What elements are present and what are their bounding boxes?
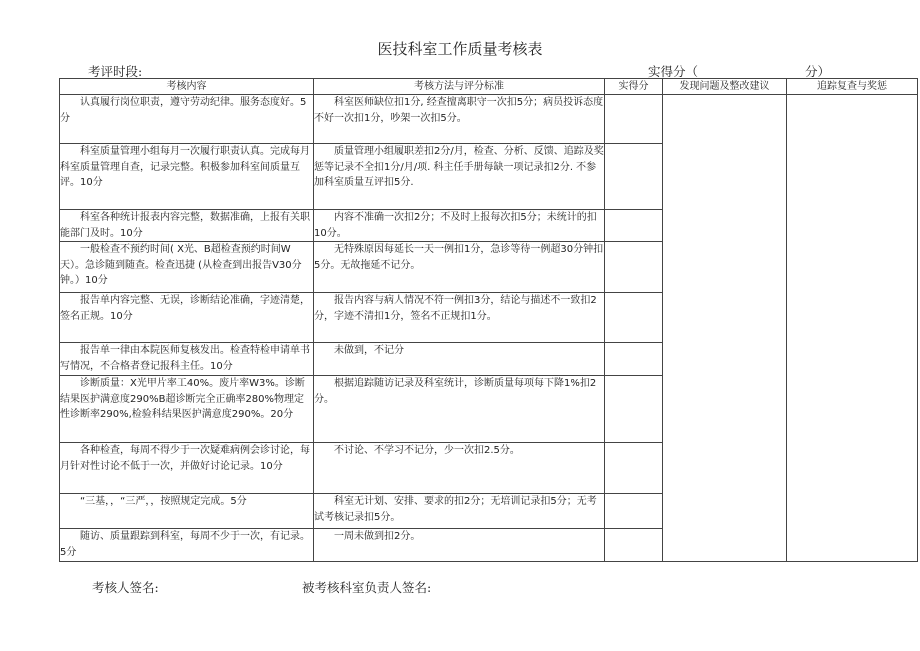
row-content: 报告单内容完整、无误，诊断结论准确，字迹清楚，签名正规。10分 (60, 293, 314, 343)
row-content: 诊断质量：X光甲片率工40%。废片率W3%。诊断结果医护满意度290%B超诊断完全正确率280%物理定性诊断率290%,检验科结果医护满意度290%。20分 (60, 376, 314, 443)
row-content: 科室质量管理小组每月一次履行职责认真。完成每月科室质量管理自查，记录完整。积极参加科室间质量互评。10分 (60, 144, 314, 210)
header-review: 追踪复查与奖惩 (787, 79, 918, 95)
row-method: 未做到，不记分 (314, 343, 605, 376)
row-method: 报告内容与病人情况不符一例扣3分，结论与描述不一致扣2分，字迹不清扣1分，签名不正规扣1分。 (314, 293, 605, 343)
header-method: 考核方法与评分标准 (314, 79, 605, 95)
row-method: 质量管理小组履职差扣2分/月，检查、分析、反馈、追踪及奖惩等记录不全扣1分/月/项. 科主任手册每缺一项记录扣2分. 不参加科室质量互评扣5分. (314, 144, 605, 210)
row-method: 无特殊原因每延长一天一例扣1分，急诊等待一例超30分钟扣5分。无故拖延不记分。 (314, 242, 605, 293)
issues-cell[interactable] (663, 95, 787, 562)
score-cell[interactable] (605, 95, 663, 144)
score-cell[interactable] (605, 494, 663, 529)
row-method: 根据追踪随访记录及科室统计，诊断质量每项每下降1%扣2分。 (314, 376, 605, 443)
row-content: 一般检查不预约时间( X光、B超检查预约时间W天）。急诊随到随查。检查迅捷 (从检查到出报告V30分钟。）10分 (60, 242, 314, 293)
row-content: 认真履行岗位职责，遵守劳动纪律。服务态度好。5分 (60, 95, 314, 144)
row-content: 报告单一律由本院医师复核发出。检查特检申请单书写情况，不合格者登记报科主任。10分 (60, 343, 314, 376)
row-method: 内容不准确一次扣2分；不及时上报每次扣5分；未统计的扣10分。 (314, 210, 605, 242)
score-cell[interactable] (605, 376, 663, 443)
score-cell[interactable] (605, 343, 663, 376)
score-cell[interactable] (605, 144, 663, 210)
score-cell[interactable] (605, 293, 663, 343)
row-content: 科室各种统计报表内容完整，数据准确，上报有关职能部门及时。10分 (60, 210, 314, 242)
table-header-row (60, 79, 918, 95)
row-method: 不讨论、不学习不记分，少一次扣2.5分。 (314, 443, 605, 494)
score-cell[interactable] (605, 529, 663, 562)
row-method: 一周未做到扣2分。 (314, 529, 605, 562)
row-method: 科室医师缺位扣1分, 经查擅离职守一次扣5分；病员投诉态度不好一次扣1分，吵架一次扣5分。 (314, 95, 605, 144)
department-head-signature-label: 被考核科室负责人签名: (302, 580, 432, 595)
score-cell[interactable] (605, 443, 663, 494)
row-method: 科室无计划、安排、要求的扣2分；无培训记录扣5分；无考试考核记录扣5分。 (314, 494, 605, 529)
total-score-label: 实得分（ (648, 64, 699, 79)
header-score: 实得分 (605, 79, 663, 95)
header-content: 考核内容 (60, 79, 314, 95)
assessment-period-label: 考评时段: (88, 64, 143, 79)
table-row (60, 95, 918, 144)
total-score-close: 分） (805, 64, 831, 79)
header-issues: 发现问题及整改建议 (663, 79, 787, 95)
review-cell[interactable] (787, 95, 918, 562)
row-content: 各种检查，每周不得少于一次疑难病例会诊讨论，每月针对性讨论不低于一次，并做好讨论记录。10分 (60, 443, 314, 494)
row-content: “三基，，“三严，，按照规定完成。5分 (60, 494, 314, 529)
assessor-signature-label: 考核人签名: (92, 580, 159, 595)
score-cell[interactable] (605, 242, 663, 293)
score-cell[interactable] (605, 210, 663, 242)
page-title: 医技科室工作质量考核表 (377, 40, 543, 58)
row-content: 随访、质量跟踪到科室，每周不少于一次，有记录。5分 (60, 529, 314, 562)
assessment-table (59, 78, 918, 562)
